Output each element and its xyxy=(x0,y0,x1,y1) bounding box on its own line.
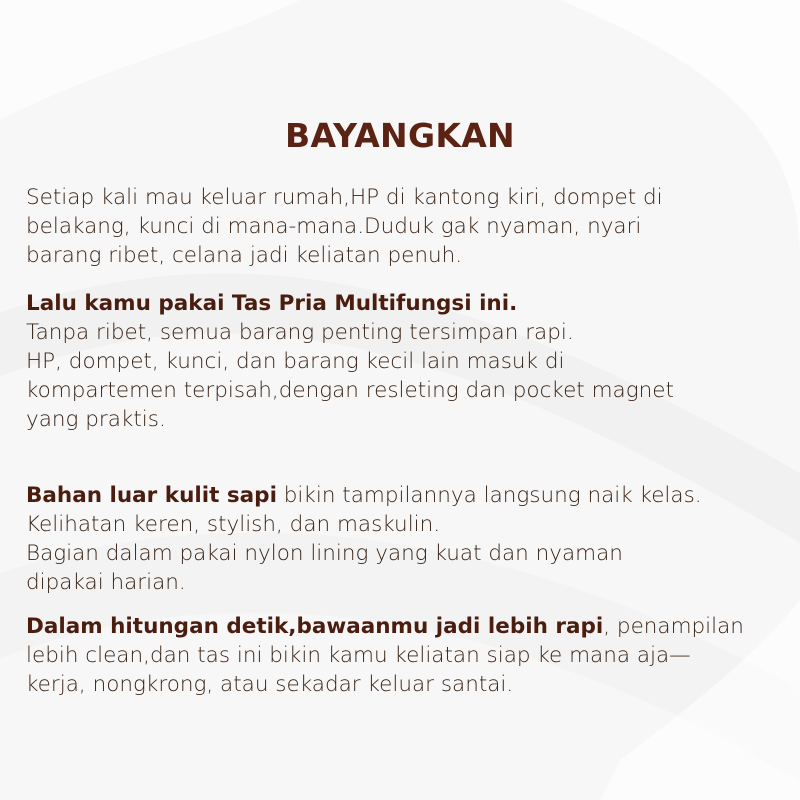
bold-lead: Dalam hitungan detik,bawaanmu jadi lebih rapi xyxy=(26,614,604,639)
paragraph-heading: Lalu kamu pakai Tas Pria Multifungsi ini. xyxy=(26,291,518,316)
text-line: Bagian dalam pakai nylon lining yang kuat dan nyaman xyxy=(26,541,623,566)
text-line: belakang, kunci di mana-mana.Duduk gak nyaman, nyari xyxy=(26,214,642,239)
lead-line xyxy=(26,612,744,641)
text-line: HP, dompet, kunci, dan barang kecil lain masuk di xyxy=(26,349,565,374)
text-line: lebih clean,dan tas ini bikin kamu keliatan siap ke mana aja— xyxy=(26,643,691,668)
text-line: kerja, nongkrong, atau sekadar keluar santai. xyxy=(26,672,514,697)
text-line: yang praktis. xyxy=(26,407,166,432)
text-line: Tanpa ribet, semua barang penting tersimpan rapi. xyxy=(26,320,574,345)
text-line: kompartemen terpisah,dengan resleting dan pocket magnet xyxy=(26,378,674,403)
text-line: Setiap kali mau keluar rumah,HP di kantong kiri, dompet di xyxy=(26,185,663,210)
text-line: dipakai harian. xyxy=(26,570,186,595)
paragraph-intro xyxy=(26,183,663,270)
text-line: barang ribet, celana jadi keliatan penuh. xyxy=(26,243,463,268)
bold-lead: Bahan luar kulit sapi xyxy=(26,483,277,508)
text-line: Kelihatan keren, stylish, dan maskulin. xyxy=(26,512,441,537)
paragraph-product xyxy=(26,289,674,434)
lead-rest: , penampilan xyxy=(603,614,744,639)
lead-rest: bikin tampilannya langsung naik kelas. xyxy=(276,483,702,508)
paragraph-material xyxy=(26,481,702,597)
lead-line xyxy=(26,481,702,510)
page-title: BAYANGKAN xyxy=(285,116,515,155)
paragraph-closing xyxy=(26,612,744,699)
